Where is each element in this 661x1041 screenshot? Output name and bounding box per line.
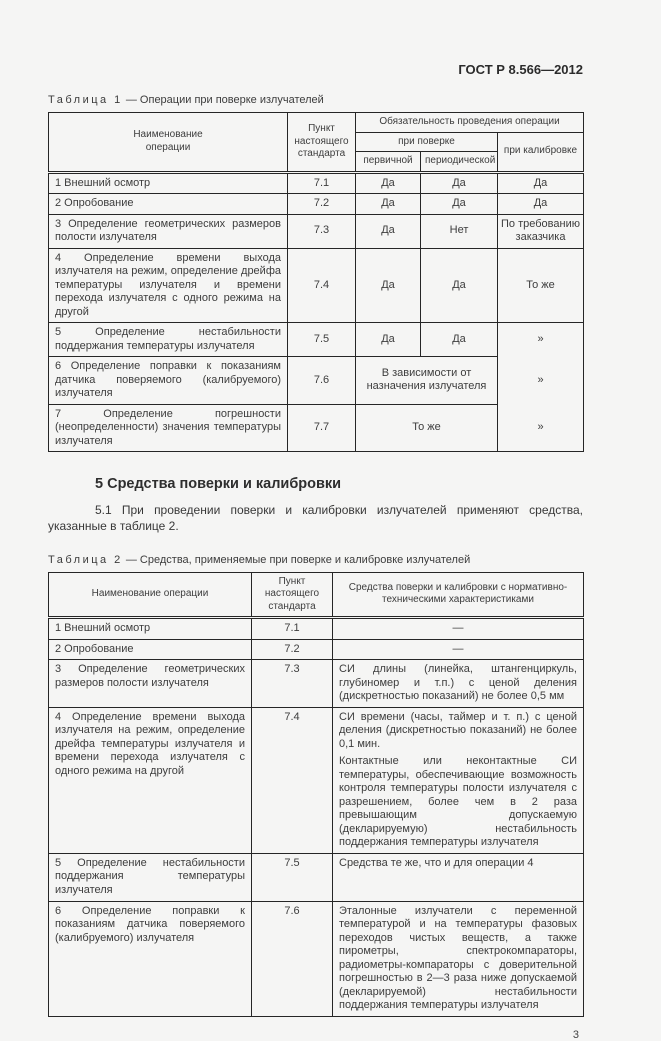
table-row xyxy=(49,248,584,323)
cell-primary: Да xyxy=(356,214,421,248)
th-clause: Пункт настоящего стандарта xyxy=(252,572,333,618)
table1-caption xyxy=(48,94,583,106)
cell-means xyxy=(333,707,584,853)
table2-caption-label: Таблица 2 xyxy=(48,553,123,566)
cell-operation: 3 Определение геометрических размеров полости излучателя xyxy=(49,660,252,708)
cell-clause: 7.6 xyxy=(252,901,333,1016)
cell-means: — xyxy=(333,618,584,640)
table-row xyxy=(49,707,584,853)
table-row xyxy=(49,618,584,640)
cell-clause: 7.3 xyxy=(252,660,333,708)
cell-periodic: Да xyxy=(421,248,498,323)
table-row xyxy=(49,901,584,1016)
cell-operation: 2 Опробование xyxy=(49,639,252,660)
table-row xyxy=(49,194,584,215)
cell-primary: Да xyxy=(356,323,421,357)
table-row xyxy=(49,639,584,660)
cell-calibration: » xyxy=(498,357,584,405)
table1-header xyxy=(49,113,584,173)
cell-clause: 7.1 xyxy=(288,172,356,194)
cell-calibration: Да xyxy=(498,172,584,194)
cell-means: — xyxy=(333,639,584,660)
th-clause: Пункт настоящего стандарта xyxy=(288,113,356,173)
cell-primary: Да xyxy=(356,172,421,194)
cell-clause: 7.3 xyxy=(288,214,356,248)
cell-periodic: Да xyxy=(421,172,498,194)
cell-operation: 4 Определение времени выхода излучателя на режим, определение дрейфа температуры излучателя и времени перехода излучателя с одного режима на другой xyxy=(49,248,288,323)
th-primary: первичной xyxy=(356,152,421,173)
cell-calibration: » xyxy=(498,404,584,452)
cell-depends: То же xyxy=(356,404,498,452)
cell-primary: Да xyxy=(356,194,421,215)
cell-operation: 6 Определение поправки к показаниям датчика поверяемого (калибруемого) излучателя xyxy=(49,357,288,405)
th-verification: при поверке xyxy=(356,132,498,152)
table1-caption-text: — Операции при поверке излучателей xyxy=(125,94,324,106)
cell-clause: 7.4 xyxy=(288,248,356,323)
table-means xyxy=(48,572,584,1017)
th-means: Средства поверки и калибровки с нормативно-техническими характеристиками xyxy=(333,572,584,618)
cell-operation: 5 Определение нестабильности поддержания температуры излучателя xyxy=(49,853,252,901)
table-row xyxy=(49,357,584,405)
cell-operation: 7 Определение погрешности (неопределенности) значения температуры излучателя xyxy=(49,404,288,452)
section-paragraph: 5.1 При проведении поверки и калибровки излучателей применяют средства, указанные в таблице 2. xyxy=(48,503,583,533)
cell-operation: 6 Определение поправки к показаниям датчика поверяемого (калибруемого) излучателя xyxy=(49,901,252,1016)
table-row xyxy=(49,660,584,708)
cell-calibration: Да xyxy=(498,194,584,215)
cell-operation: 2 Опробование xyxy=(49,194,288,215)
cell-means xyxy=(333,853,584,901)
cell-clause: 7.5 xyxy=(288,323,356,357)
cell-clause: 7.5 xyxy=(252,853,333,901)
table1-caption-label: Таблица 1 xyxy=(48,94,123,106)
table-operations xyxy=(48,112,584,452)
means-paragraph: СИ времени (часы, таймер и т. п.) с ценой деления (дискретностью показаний) не более 0,1 мин. xyxy=(339,710,577,750)
cell-calibration: » xyxy=(498,323,584,357)
table2-header xyxy=(49,572,584,618)
page-number: 3 xyxy=(572,1028,579,1041)
th-operation-name: Наименование операции xyxy=(49,113,288,173)
th-periodic: периодической xyxy=(421,152,498,173)
table-row xyxy=(49,172,584,194)
cell-periodic: Да xyxy=(421,323,498,357)
cell-operation: 3 Определение геометрических размеров полости излучателя xyxy=(49,214,288,248)
cell-operation: 1 Внешний осмотр xyxy=(49,172,288,194)
cell-means xyxy=(333,901,584,1016)
cell-primary: Да xyxy=(356,248,421,323)
cell-operation: 1 Внешний осмотр xyxy=(49,618,252,640)
cell-clause: 7.4 xyxy=(252,707,333,853)
document-code: ГОСТ Р 8.566—2012 xyxy=(458,62,583,77)
cell-calibration: По требованию заказчика xyxy=(498,214,584,248)
means-paragraph: Средства те же, что и для операции 4 xyxy=(339,856,534,869)
means-paragraph: Контактные или неконтактные СИ температуры, обеспечивающие возможность контроля температуры полости излучателя с разрешением, более чем в 2 раза превышающим допускаемую (декларируемую) нестабильность поддержания температуры излучателя xyxy=(339,755,577,849)
th-operation-name: Наименование операции xyxy=(49,572,252,618)
table-row xyxy=(49,404,584,452)
cell-periodic: Да xyxy=(421,194,498,215)
table2-caption xyxy=(48,554,583,566)
cell-clause: 7.1 xyxy=(252,618,333,640)
table-row xyxy=(49,853,584,901)
cell-calibration: То же xyxy=(498,248,584,323)
cell-clause: 7.2 xyxy=(288,194,356,215)
cell-depends: В зависимости от назначения излучателя xyxy=(356,357,498,405)
cell-clause: 7.7 xyxy=(288,404,356,452)
cell-means xyxy=(333,660,584,708)
means-paragraph: Эталонные излучатели с переменной температурой и на температуры фазовых переходов чистых веществ, а также пирометры, спектрокомпараторы, радиометры-компараторы с доверительной погрешностью в 2—3 раза ниже допускаемой (декларируемой) нестабильности поддержания температуры излучателя xyxy=(339,904,577,1012)
cell-operation: 4 Определение времени выхода излучателя на режим, определение дрейфа температуры излучателя и времени перехода излучателя с одного режима на другой xyxy=(49,707,252,853)
cell-clause: 7.6 xyxy=(288,357,356,405)
means-paragraph: СИ длины (линейка, штангенциркуль, глубиномер и т.п.) с ценой деления (дискретностью показаний) не более 0,5 мм xyxy=(339,663,577,703)
cell-clause: 7.2 xyxy=(252,639,333,660)
th-calibration: при калибровке xyxy=(498,132,584,172)
table-row xyxy=(49,214,584,248)
section-heading: 5 Средства поверки и калибровки xyxy=(95,476,342,493)
cell-operation: 5 Определение нестабильности поддержания температуры излучателя xyxy=(49,323,288,357)
table-row xyxy=(49,323,584,357)
th-obligation: Обязательность проведения операции xyxy=(356,113,584,133)
table2-caption-text: — Средства, применяемые при поверке и калибровке излучателей xyxy=(125,553,471,566)
cell-periodic: Нет xyxy=(421,214,498,248)
